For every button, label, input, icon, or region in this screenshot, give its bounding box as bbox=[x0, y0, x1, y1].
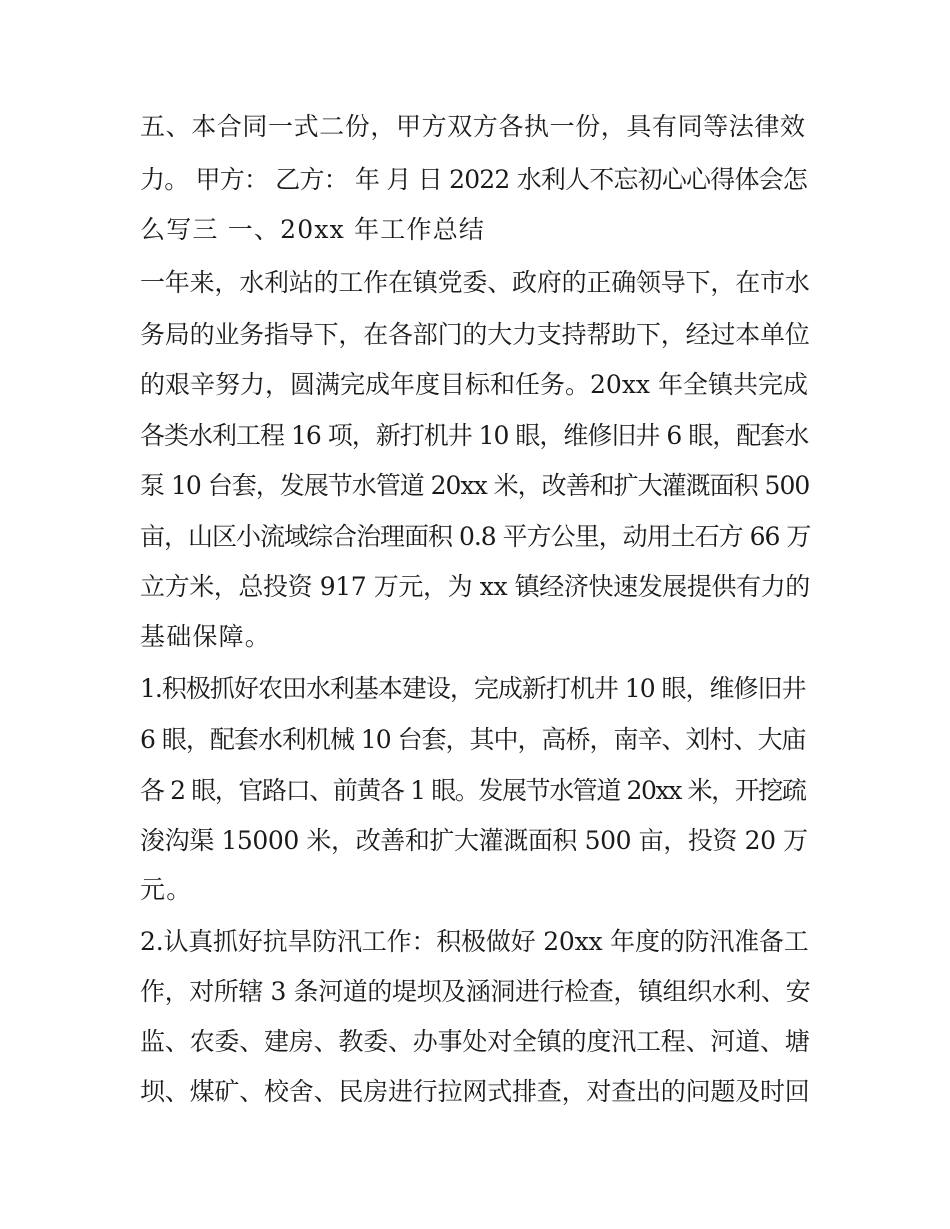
text-line: 务局的业务指导下，在各部门的大力支持帮助下，经过本单位 bbox=[140, 320, 810, 349]
text-line: 基础保障。 bbox=[140, 622, 272, 651]
text-line: 亩，山区小流域综合治理面积 0.8 平方公里，动用土石方 66 万 bbox=[140, 522, 811, 551]
text-line: 6 眼，配套水利机械 10 台套，其中，高桥，南辛、刘村、大庙 bbox=[140, 725, 806, 754]
text-line: 1.积极抓好农田水利基本建设，完成新打机井 10 眼，维修旧井 bbox=[140, 674, 806, 703]
text-line: 监、农委、建房、教委、办事处对全镇的度汛工程、河道、塘 bbox=[140, 1027, 810, 1056]
text-line: 各类水利工程 16 项，新打机井 10 眼，维修旧井 6 眼，配套水 bbox=[140, 421, 809, 450]
text-line: 立方米，总投资 917 万元，为 xx 镇经济快速发展提供有力的 bbox=[140, 572, 810, 601]
text-line: 元。 bbox=[140, 875, 193, 904]
text-line: 浚沟渠 15000 米，改善和扩大灌溉面积 500 亩，投资 20 万 bbox=[140, 826, 808, 855]
text-line: 力。 甲方： 乙方： 年 月 日 2022 水利人不忘初心心得体会怎 bbox=[140, 165, 808, 194]
text-line: 一年来，水利站的工作在镇党委、政府的正确领导下，在市水 bbox=[140, 268, 810, 297]
text-line: 作，对所辖 3 条河道的堤坝及涵洞进行检查，镇组织水利、安 bbox=[140, 977, 811, 1006]
text-line: 泵 10 台套，发展节水管道 20xx 米，改善和扩大灌溉面积 500 bbox=[140, 471, 810, 500]
text-line: 坝、煤矿、校舍、民房进行拉网式排查，对查出的问题及时回 bbox=[140, 1077, 810, 1106]
text-line: 五、本合同一式二份，甲方双方各执一份，具有同等法律效 bbox=[140, 112, 806, 141]
text-line: 各 2 眼，官路口、前黄各 1 眼。发展节水管道 20xx 米，开挖疏 bbox=[140, 776, 806, 805]
text-line: 么写三 一、20xx 年工作总结 bbox=[140, 215, 486, 244]
text-line: 的艰辛努力，圆满完成年度目标和任务。20xx 年全镇共完成 bbox=[140, 370, 808, 399]
text-line: 2.认真抓好抗旱防汛工作：积极做好 20xx 年度的防汛准备工 bbox=[140, 927, 809, 956]
